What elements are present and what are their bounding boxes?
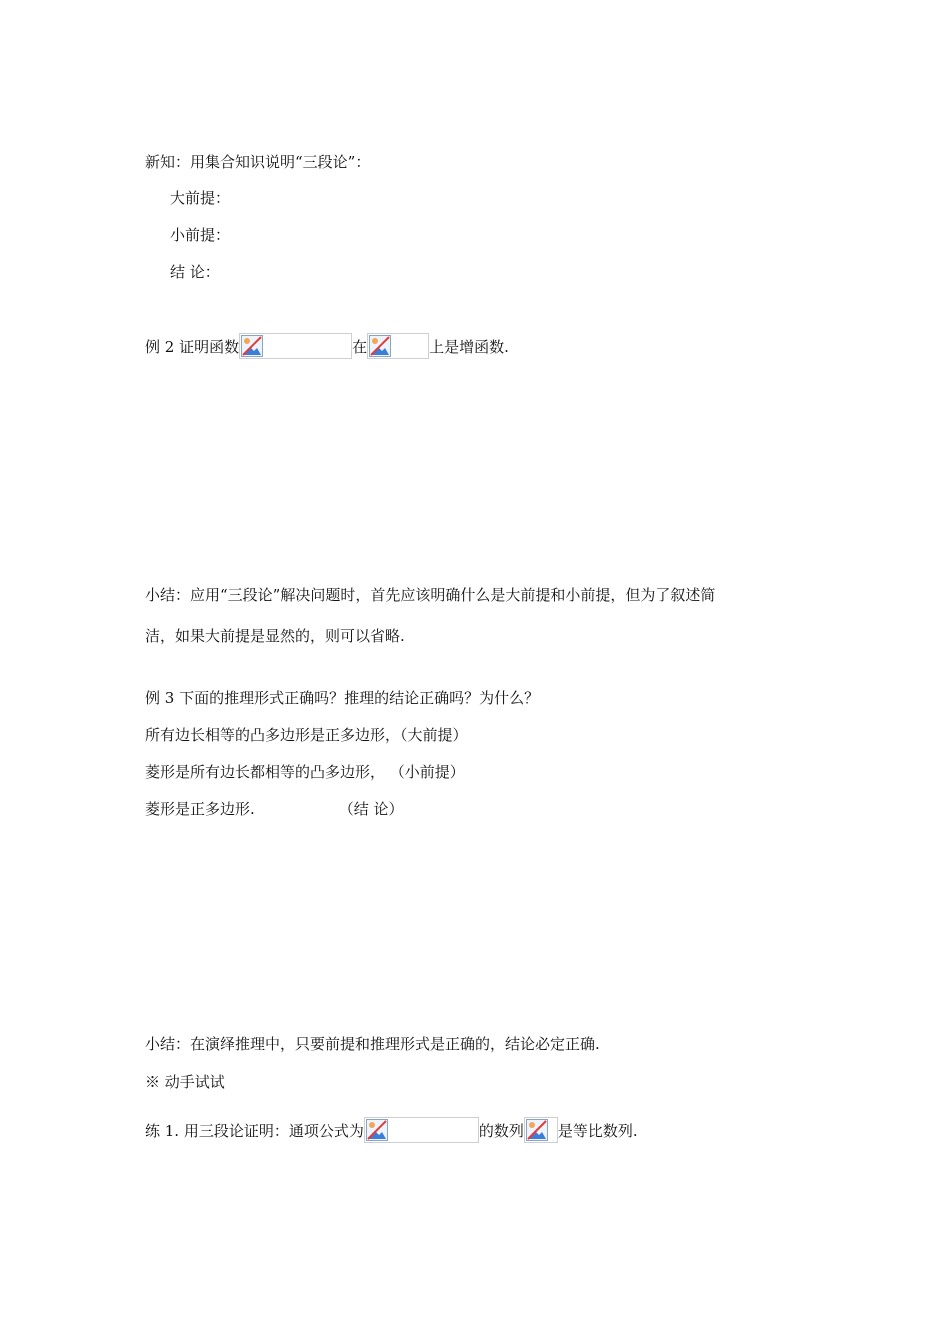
conclusion-label: 结 论： [170, 263, 220, 281]
new-knowledge-heading: 新知：用集合知识说明“三段论”： [145, 153, 371, 171]
minor-premise-label: 小前提： [170, 226, 231, 244]
practice-1-text-end: 是等比数列. [557, 1122, 638, 1140]
practice-heading: ※ 动手试试 [145, 1073, 225, 1091]
summary-2: 小结：在演绎推理中，只要前提和推理形式是正确的，结论必定正确. [145, 1035, 600, 1053]
example-3-question: 例 3 下面的推理形式正确吗？推理的结论正确吗？为什么？ [145, 689, 540, 707]
broken-image-icon [524, 1117, 558, 1143]
example-3-major-premise: 所有边长相等的凸多边形是正多边形，（大前提） [145, 726, 468, 744]
practice-1-line [145, 1117, 638, 1140]
example-3-minor-premise: 菱形是所有边长都相等的凸多边形， （小前提） [145, 763, 465, 781]
practice-1-text-mid: 的数列 [478, 1122, 524, 1140]
broken-image-icon [239, 333, 352, 359]
summary-1-line-2: 洁，如果大前提是显然的，则可以省略. [145, 627, 405, 645]
major-premise-label: 大前提： [170, 189, 231, 207]
example-2-text-end: 上是增函数. [429, 338, 509, 356]
example-2-line [145, 333, 509, 356]
practice-1-text-start: 练 1. 用三段论证明：通项公式为 [145, 1122, 364, 1140]
broken-image-icon [367, 333, 429, 359]
example-3-conclusion-tag: （结 论） [338, 800, 404, 818]
example-3-conclusion-text: 菱形是正多边形. [145, 800, 255, 818]
summary-1-line-1: 小结：应用“三段论”解决问题时，首先应该明确什么是大前提和小前提，但为了叙述简 [145, 586, 716, 604]
broken-image-icon [364, 1117, 479, 1143]
example-2-text-mid: 在 [352, 338, 368, 356]
example-2-text-start: 例 2 证明函数 [145, 338, 240, 356]
example-3-conclusion [145, 799, 404, 819]
